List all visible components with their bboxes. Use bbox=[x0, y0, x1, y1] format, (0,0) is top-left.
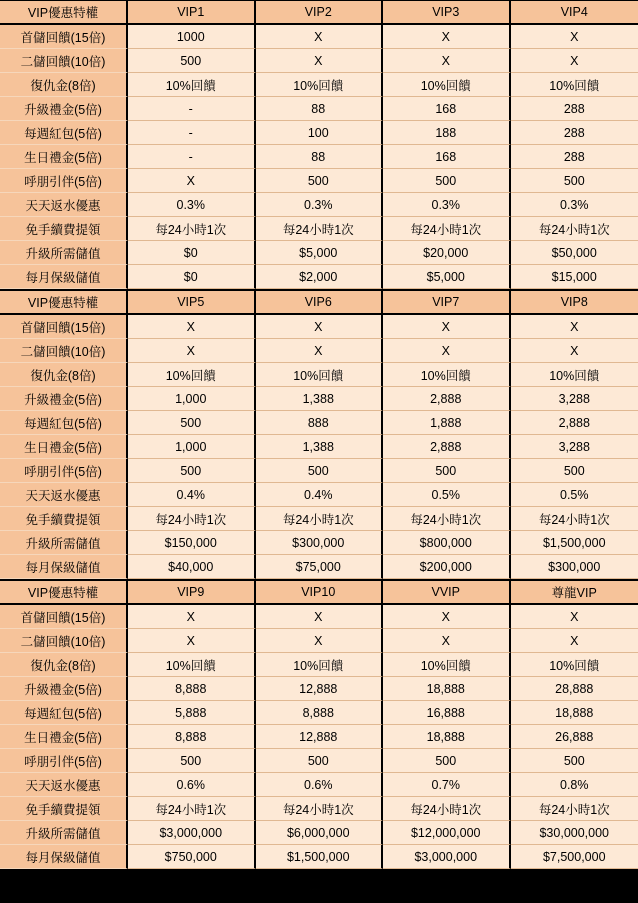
benefit-value: $0 bbox=[128, 241, 256, 265]
benefit-row bbox=[0, 749, 638, 773]
benefit-value: $300,000 bbox=[511, 555, 638, 579]
benefit-value: X bbox=[383, 315, 511, 339]
benefit-value: 168 bbox=[383, 145, 511, 169]
benefit-value: X bbox=[511, 605, 638, 629]
benefit-row bbox=[0, 97, 638, 121]
benefit-label: 生日禮金(5倍) bbox=[0, 725, 128, 749]
benefit-value: 288 bbox=[511, 97, 638, 121]
section-header-row bbox=[0, 579, 638, 605]
benefit-row bbox=[0, 411, 638, 435]
benefit-label: 升級所需儲值 bbox=[0, 821, 128, 845]
benefit-value: 500 bbox=[128, 49, 256, 73]
vip-level-header: VVIP bbox=[383, 579, 511, 605]
benefit-value: 12,888 bbox=[256, 677, 384, 701]
benefit-value: 0.7% bbox=[383, 773, 511, 797]
benefit-row bbox=[0, 629, 638, 653]
benefit-value: 10%回饋 bbox=[256, 653, 384, 677]
benefit-value: 500 bbox=[383, 459, 511, 483]
benefit-label: 復仇金(8倍) bbox=[0, 363, 128, 387]
benefit-value: 1,888 bbox=[383, 411, 511, 435]
benefit-value: $750,000 bbox=[128, 845, 256, 869]
benefit-row bbox=[0, 193, 638, 217]
benefit-value: 500 bbox=[256, 169, 384, 193]
benefit-label: 每週紅包(5倍) bbox=[0, 701, 128, 725]
benefit-value: 每24小時1次 bbox=[128, 797, 256, 821]
benefit-value: X bbox=[128, 629, 256, 653]
benefit-row bbox=[0, 121, 638, 145]
vip-level-header: VIP8 bbox=[511, 289, 638, 315]
benefit-value: 0.6% bbox=[128, 773, 256, 797]
benefit-value: 18,888 bbox=[383, 725, 511, 749]
vip-level-header: VIP2 bbox=[256, 0, 384, 25]
benefit-value: $300,000 bbox=[256, 531, 384, 555]
benefit-value: X bbox=[383, 25, 511, 49]
benefit-value: - bbox=[128, 145, 256, 169]
benefit-value: 每24小時1次 bbox=[256, 217, 384, 241]
benefit-value: 500 bbox=[511, 169, 638, 193]
benefit-label: 升級所需儲值 bbox=[0, 531, 128, 555]
benefit-value: 18,888 bbox=[511, 701, 638, 725]
benefit-value: $1,500,000 bbox=[256, 845, 384, 869]
benefit-label: 首儲回饋(15倍) bbox=[0, 315, 128, 339]
benefit-value: X bbox=[511, 339, 638, 363]
vip-level-header: VIP7 bbox=[383, 289, 511, 315]
benefit-label: 升級禮金(5倍) bbox=[0, 677, 128, 701]
benefit-label: 每月保級儲值 bbox=[0, 845, 128, 869]
benefit-value: 10%回饋 bbox=[511, 363, 638, 387]
benefit-label: 天天返水優惠 bbox=[0, 193, 128, 217]
benefit-row bbox=[0, 265, 638, 289]
vip-level-header: VIP6 bbox=[256, 289, 384, 315]
benefit-value: X bbox=[383, 629, 511, 653]
benefit-value: $0 bbox=[128, 265, 256, 289]
benefit-value: 88 bbox=[256, 97, 384, 121]
benefit-row bbox=[0, 363, 638, 387]
privilege-header-cell: VIP優惠特權 bbox=[0, 0, 128, 25]
benefit-value: $200,000 bbox=[383, 555, 511, 579]
vip-level-header: VIP5 bbox=[128, 289, 256, 315]
benefit-value: $3,000,000 bbox=[128, 821, 256, 845]
benefit-value: 1,000 bbox=[128, 387, 256, 411]
benefit-value: 3,288 bbox=[511, 387, 638, 411]
benefit-label: 呼朋引伴(5倍) bbox=[0, 749, 128, 773]
vip-level-header: VIP1 bbox=[128, 0, 256, 25]
benefit-value: 500 bbox=[256, 459, 384, 483]
benefit-value: 0.5% bbox=[511, 483, 638, 507]
benefit-value: 1,388 bbox=[256, 435, 384, 459]
benefit-value: 每24小時1次 bbox=[128, 507, 256, 531]
benefit-value: 1,388 bbox=[256, 387, 384, 411]
benefit-value: 每24小時1次 bbox=[511, 797, 638, 821]
benefit-value: 0.3% bbox=[511, 193, 638, 217]
benefit-value: 0.5% bbox=[383, 483, 511, 507]
benefit-value: 10%回饋 bbox=[256, 363, 384, 387]
benefit-label: 天天返水優惠 bbox=[0, 483, 128, 507]
benefit-value: $1,500,000 bbox=[511, 531, 638, 555]
benefit-label: 免手續費提領 bbox=[0, 797, 128, 821]
benefit-value: 每24小時1次 bbox=[511, 217, 638, 241]
benefit-row bbox=[0, 507, 638, 531]
benefit-value: X bbox=[256, 25, 384, 49]
benefit-value: 188 bbox=[383, 121, 511, 145]
benefit-value: $30,000,000 bbox=[511, 821, 638, 845]
section-header-row bbox=[0, 289, 638, 315]
benefit-value: $5,000 bbox=[383, 265, 511, 289]
vip-level-header: VIP10 bbox=[256, 579, 384, 605]
benefit-value: $12,000,000 bbox=[383, 821, 511, 845]
benefit-label: 每週紅包(5倍) bbox=[0, 411, 128, 435]
benefit-label: 首儲回饋(15倍) bbox=[0, 25, 128, 49]
benefit-label: 復仇金(8倍) bbox=[0, 653, 128, 677]
benefit-value: 10%回饋 bbox=[383, 73, 511, 97]
benefit-value: 0.3% bbox=[383, 193, 511, 217]
benefit-value: $6,000,000 bbox=[256, 821, 384, 845]
benefit-value: 1,000 bbox=[128, 435, 256, 459]
benefit-value: 每24小時1次 bbox=[128, 217, 256, 241]
benefit-row bbox=[0, 169, 638, 193]
benefit-value: X bbox=[383, 49, 511, 73]
benefit-value: X bbox=[128, 339, 256, 363]
benefit-value: $7,500,000 bbox=[511, 845, 638, 869]
benefit-value: $20,000 bbox=[383, 241, 511, 265]
benefit-value: 88 bbox=[256, 145, 384, 169]
benefit-row bbox=[0, 797, 638, 821]
benefit-row bbox=[0, 315, 638, 339]
benefit-value: 每24小時1次 bbox=[383, 507, 511, 531]
benefit-label: 免手續費提領 bbox=[0, 507, 128, 531]
benefit-row bbox=[0, 845, 638, 869]
benefit-value: 12,888 bbox=[256, 725, 384, 749]
benefit-value: 每24小時1次 bbox=[256, 507, 384, 531]
benefit-value: 10%回饋 bbox=[128, 73, 256, 97]
benefit-value: 2,888 bbox=[511, 411, 638, 435]
benefit-value: 10%回饋 bbox=[128, 363, 256, 387]
benefit-value: 2,888 bbox=[383, 435, 511, 459]
benefit-value: 18,888 bbox=[383, 677, 511, 701]
benefit-row bbox=[0, 339, 638, 363]
benefit-value: 500 bbox=[256, 749, 384, 773]
benefit-row bbox=[0, 483, 638, 507]
benefit-value: X bbox=[256, 49, 384, 73]
benefit-value: X bbox=[128, 315, 256, 339]
benefit-label: 升級禮金(5倍) bbox=[0, 97, 128, 121]
benefit-value: 10%回饋 bbox=[128, 653, 256, 677]
benefit-value: $5,000 bbox=[256, 241, 384, 265]
benefit-label: 呼朋引伴(5倍) bbox=[0, 169, 128, 193]
benefit-label: 生日禮金(5倍) bbox=[0, 145, 128, 169]
benefit-value: 500 bbox=[383, 169, 511, 193]
vip-level-header: VIP9 bbox=[128, 579, 256, 605]
benefit-label: 生日禮金(5倍) bbox=[0, 435, 128, 459]
benefit-value: 0.3% bbox=[256, 193, 384, 217]
benefit-value: 2,888 bbox=[383, 387, 511, 411]
benefit-label: 免手續費提領 bbox=[0, 217, 128, 241]
benefit-label: 每週紅包(5倍) bbox=[0, 121, 128, 145]
benefit-row bbox=[0, 653, 638, 677]
benefit-value: 0.6% bbox=[256, 773, 384, 797]
benefit-value: 每24小時1次 bbox=[383, 217, 511, 241]
vip-level-header: VIP3 bbox=[383, 0, 511, 25]
benefit-value: 0.8% bbox=[511, 773, 638, 797]
benefit-value: 500 bbox=[128, 749, 256, 773]
benefit-value: 10%回饋 bbox=[383, 363, 511, 387]
benefit-value: 0.4% bbox=[256, 483, 384, 507]
benefit-label: 呼朋引伴(5倍) bbox=[0, 459, 128, 483]
benefit-label: 首儲回饋(15倍) bbox=[0, 605, 128, 629]
benefit-value: 288 bbox=[511, 121, 638, 145]
benefit-value: 3,288 bbox=[511, 435, 638, 459]
benefit-label: 升級所需儲值 bbox=[0, 241, 128, 265]
benefit-row bbox=[0, 459, 638, 483]
benefit-value: 168 bbox=[383, 97, 511, 121]
benefit-value: X bbox=[511, 25, 638, 49]
vip-level-header: 尊龍VIP bbox=[511, 579, 638, 605]
benefit-value: X bbox=[511, 49, 638, 73]
benefit-value: 500 bbox=[128, 411, 256, 435]
benefit-value: X bbox=[256, 629, 384, 653]
benefit-value: 500 bbox=[128, 459, 256, 483]
benefit-value: $150,000 bbox=[128, 531, 256, 555]
benefit-row bbox=[0, 821, 638, 845]
vip-level-header: VIP4 bbox=[511, 0, 638, 25]
benefit-value: X bbox=[256, 605, 384, 629]
benefit-value: 8,888 bbox=[128, 725, 256, 749]
benefit-value: 10%回饋 bbox=[383, 653, 511, 677]
benefit-label: 二儲回饋(10倍) bbox=[0, 629, 128, 653]
benefit-value: 8,888 bbox=[128, 677, 256, 701]
benefit-value: 888 bbox=[256, 411, 384, 435]
benefit-value: 10%回饋 bbox=[511, 653, 638, 677]
benefit-row bbox=[0, 531, 638, 555]
benefit-value: X bbox=[383, 339, 511, 363]
benefit-row bbox=[0, 773, 638, 797]
benefit-row bbox=[0, 73, 638, 97]
benefit-row bbox=[0, 677, 638, 701]
benefit-value: 288 bbox=[511, 145, 638, 169]
benefit-row bbox=[0, 25, 638, 49]
section-header-row bbox=[0, 0, 638, 25]
benefit-row bbox=[0, 605, 638, 629]
benefit-value: 每24小時1次 bbox=[383, 797, 511, 821]
benefit-value: 26,888 bbox=[511, 725, 638, 749]
benefit-row bbox=[0, 435, 638, 459]
benefit-value: X bbox=[383, 605, 511, 629]
benefit-label: 二儲回饋(10倍) bbox=[0, 49, 128, 73]
benefit-value: - bbox=[128, 97, 256, 121]
privilege-header-cell: VIP優惠特權 bbox=[0, 289, 128, 315]
benefit-value: 500 bbox=[511, 459, 638, 483]
benefit-label: 每月保級儲值 bbox=[0, 555, 128, 579]
benefit-value: 0.3% bbox=[128, 193, 256, 217]
benefit-value: 28,888 bbox=[511, 677, 638, 701]
benefit-label: 天天返水優惠 bbox=[0, 773, 128, 797]
benefit-value: 1000 bbox=[128, 25, 256, 49]
benefit-value: $15,000 bbox=[511, 265, 638, 289]
benefit-value: X bbox=[511, 629, 638, 653]
benefit-value: 每24小時1次 bbox=[256, 797, 384, 821]
benefit-value: 每24小時1次 bbox=[511, 507, 638, 531]
benefit-value: 10%回饋 bbox=[256, 73, 384, 97]
benefit-label: 復仇金(8倍) bbox=[0, 73, 128, 97]
privilege-header-cell: VIP優惠特權 bbox=[0, 579, 128, 605]
benefit-row bbox=[0, 217, 638, 241]
benefit-value: $75,000 bbox=[256, 555, 384, 579]
benefit-row bbox=[0, 241, 638, 265]
benefit-row bbox=[0, 555, 638, 579]
benefit-row bbox=[0, 701, 638, 725]
benefit-label: 每月保級儲值 bbox=[0, 265, 128, 289]
benefit-value: X bbox=[256, 339, 384, 363]
benefit-value: $2,000 bbox=[256, 265, 384, 289]
benefit-value: - bbox=[128, 121, 256, 145]
benefit-value: X bbox=[511, 315, 638, 339]
benefit-value: $50,000 bbox=[511, 241, 638, 265]
benefit-value: 0.4% bbox=[128, 483, 256, 507]
benefit-label: 升級禮金(5倍) bbox=[0, 387, 128, 411]
benefit-value: X bbox=[128, 605, 256, 629]
benefit-value: 10%回饋 bbox=[511, 73, 638, 97]
benefit-value: X bbox=[128, 169, 256, 193]
benefit-value: 16,888 bbox=[383, 701, 511, 725]
benefit-row bbox=[0, 49, 638, 73]
benefit-row bbox=[0, 725, 638, 749]
benefit-value: 8,888 bbox=[256, 701, 384, 725]
benefit-row bbox=[0, 387, 638, 411]
benefit-value: X bbox=[256, 315, 384, 339]
benefit-label: 二儲回饋(10倍) bbox=[0, 339, 128, 363]
benefit-value: $3,000,000 bbox=[383, 845, 511, 869]
benefit-value: 500 bbox=[511, 749, 638, 773]
benefit-value: 100 bbox=[256, 121, 384, 145]
benefit-row bbox=[0, 145, 638, 169]
benefit-value: 500 bbox=[383, 749, 511, 773]
benefit-value: $800,000 bbox=[383, 531, 511, 555]
benefit-value: 5,888 bbox=[128, 701, 256, 725]
benefit-value: $40,000 bbox=[128, 555, 256, 579]
